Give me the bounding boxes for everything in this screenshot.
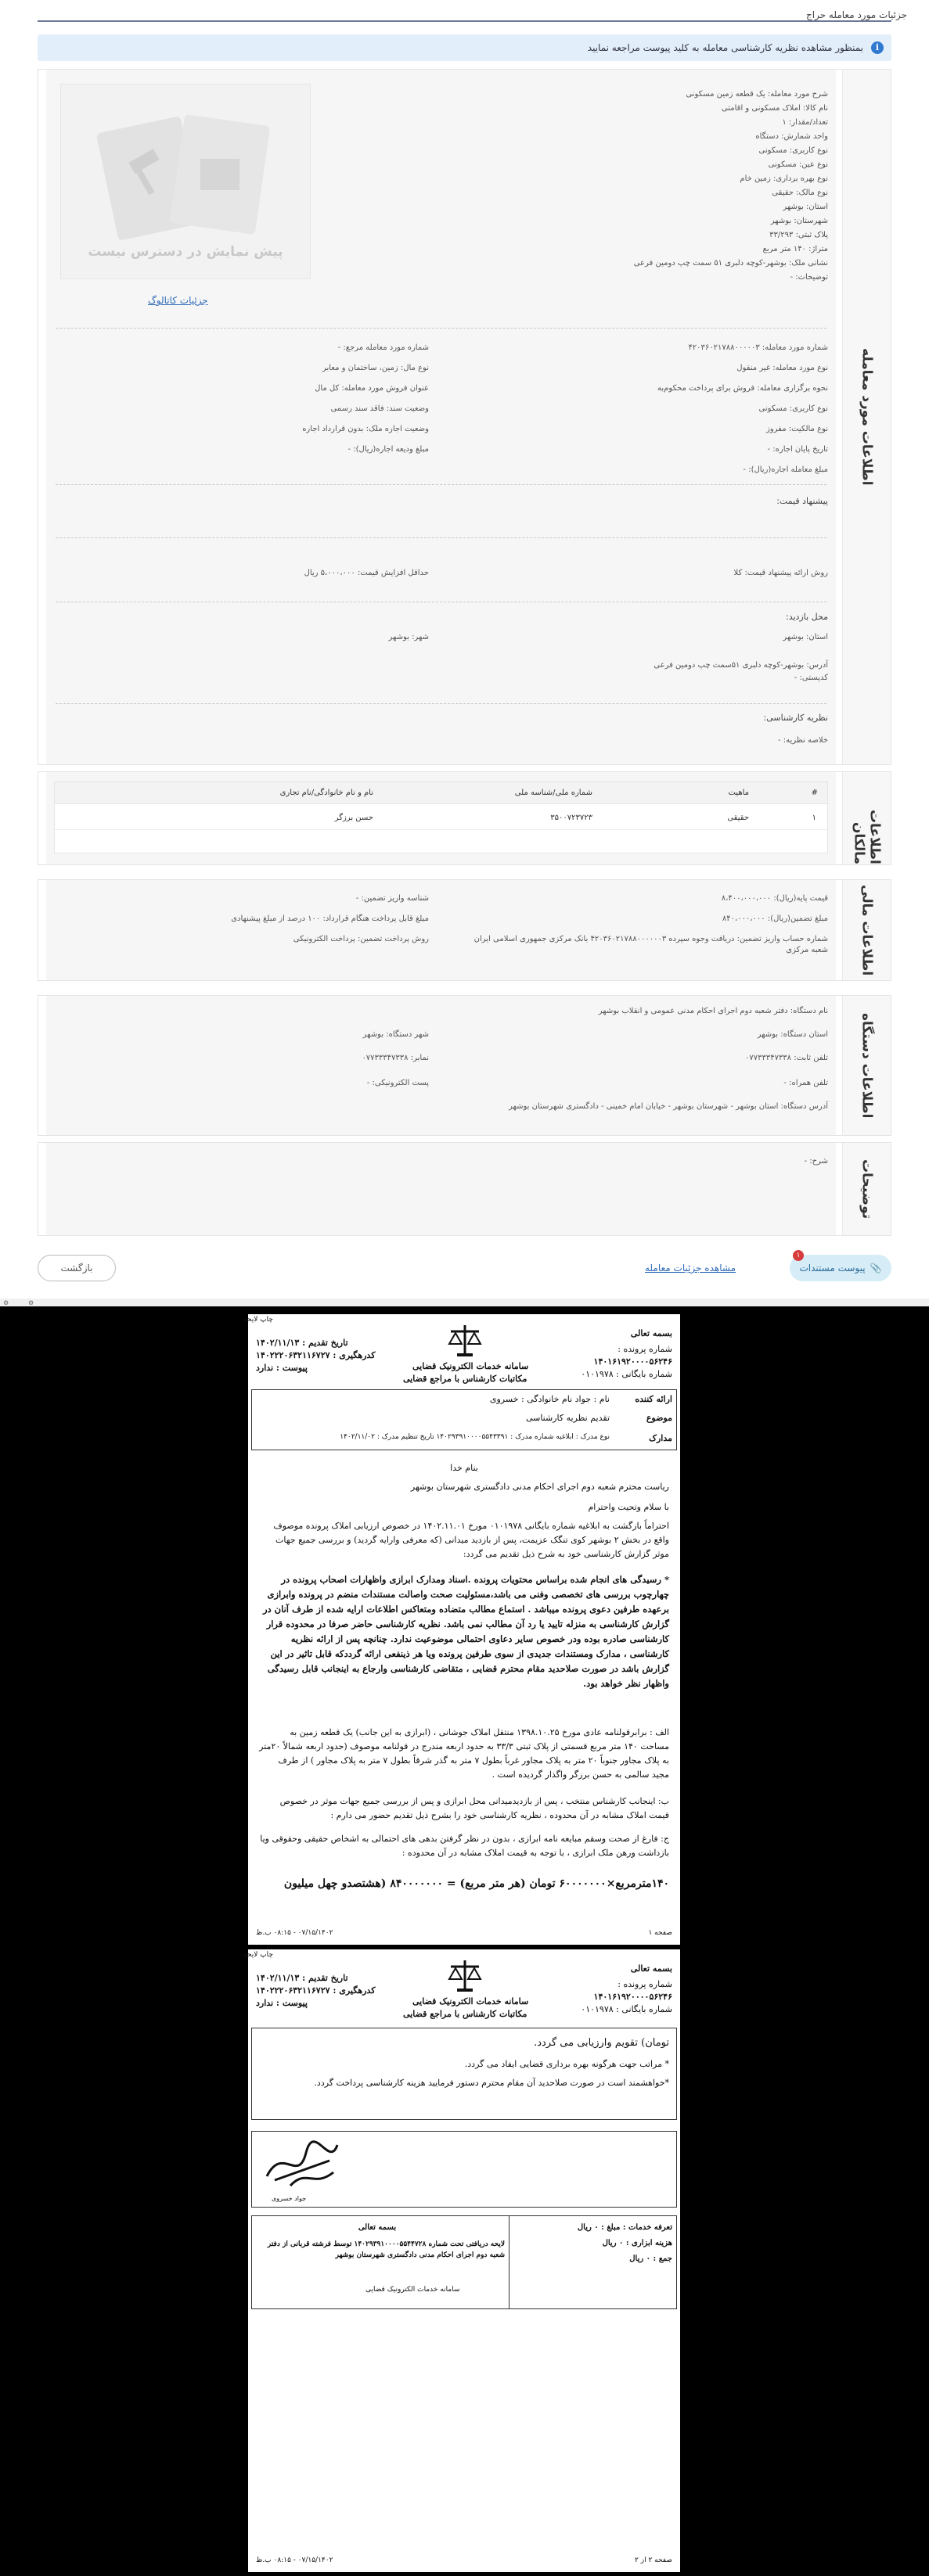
visit-field: کدپستی: - bbox=[794, 674, 828, 682]
scan-org-2: مکاتبات کارشناس با مراجع قضایی bbox=[403, 2009, 528, 2019]
owners-cell-name: حسن برزگر bbox=[334, 814, 373, 822]
unit-field: نمابر: ۰۷۷۳۳۳۴۷۳۳۸ bbox=[362, 1054, 429, 1062]
scan-page-2 bbox=[243, 1949, 680, 2572]
detail-field: شماره مورد معامله مرجع: - bbox=[337, 343, 429, 352]
attach-documents-label: پیوست مستندات bbox=[799, 1263, 866, 1274]
image-placeholder bbox=[60, 84, 311, 279]
catalog-details-link[interactable]: جزئیات کاتالوگ bbox=[148, 295, 208, 306]
section-financial-label: اطلاعات مالی bbox=[842, 880, 891, 980]
unit-field: پست الکترونیکی: - bbox=[366, 1079, 429, 1087]
unit-field: استان دستگاه: بوشهر bbox=[757, 1030, 828, 1039]
visit-section-title: محل بازدید: bbox=[786, 612, 828, 622]
divider bbox=[56, 537, 826, 538]
item-field: نوع عین: مسکونی bbox=[768, 160, 828, 169]
scan-attach: پیوست : ندارد bbox=[256, 1363, 308, 1373]
scan-subject-label: موضوع bbox=[646, 1413, 672, 1423]
notice-banner bbox=[38, 34, 891, 61]
item-field: نام کالا: املاک مسکونی و اقامتی bbox=[721, 104, 828, 113]
scan-bismillah: بسمه تعالی bbox=[630, 1328, 672, 1338]
info-icon: i bbox=[871, 41, 884, 54]
item-field: پلاک ثبتی: ۳۳/۲۹۳ bbox=[769, 231, 828, 239]
scan-conclusion-1: تومان) تقویم وارزیابی می گردد. bbox=[534, 2037, 669, 2049]
header-divider bbox=[38, 20, 891, 22]
scan-paragraph-3: الف : برابرقولنامه عادی مورخ ۱۳۹۸.۱۰.۲۵ منتقل املاک جوشانی ، (ابرازی به این جانب) یک قطعه زمین به مساحت ۱۴۰ متر مربع قسمتی از پلاک ثبتی ۳۳/۳ به حدود اربعه مندرج در قولنامه موصوف (حدود اربعه شمالاً ۲۰متر به پلاک مجاور جنوباً ۲۰ متر به پلاک مجاور غرباً بطول ۷ متر به گذر شرقاً بطول ۷ متر به پلاک مجاور ) از طرف مجید سالمی به حسن برزگر واگذار گردیده است . bbox=[259, 1727, 669, 1780]
signature-graphic bbox=[259, 2137, 345, 2192]
detail-field: نوع کاربری: مسکونی bbox=[758, 404, 828, 413]
attach-documents-button[interactable] bbox=[790, 1255, 891, 1281]
owners-cell-id: ۳۵۰۰۷۲۳۷۲۳ bbox=[550, 814, 592, 822]
financial-field: قیمت پایه(ریال): ۸،۴۰۰،۰۰۰،۰۰۰ bbox=[721, 894, 828, 903]
detail-field: نحوه برگزاری معامله: فروش برای پرداخت محکوم‌به bbox=[657, 384, 828, 393]
scan-docs-label: مدارک bbox=[649, 1433, 672, 1443]
scan-page-2-number: صفحه ۲ از ۲ bbox=[635, 2556, 672, 2564]
scan-date: تاریخ تقدیم : ۱۴۰۲/۱۱/۱۳ bbox=[256, 1973, 348, 1983]
owners-table-header bbox=[55, 782, 827, 804]
page-title: جزئیات مورد معامله حراج bbox=[806, 9, 907, 20]
scan-archive: شماره بایگانی : ۰۱۰۱۹۷۸ bbox=[581, 2004, 672, 2014]
financial-field: شعبه مرکزی bbox=[786, 946, 828, 954]
item-field: شرح مورد معامله: یک قطعه زمین مسکونی bbox=[686, 90, 828, 99]
detail-field: مبلغ معامله اجاره(ریال): - bbox=[743, 465, 828, 474]
owners-table bbox=[54, 781, 828, 853]
scan-info-table bbox=[251, 1389, 677, 1450]
item-field: نوع کاربری: مسکونی bbox=[758, 146, 828, 155]
financial-field: مبلغ تضمین(ریال): ۸۴۰،۰۰۰،۰۰۰ bbox=[722, 914, 828, 923]
scan-timestamp-2: ۰۷/۱۵/۱۴۰۲ - ۰۸:۱۵ ب.ظ bbox=[256, 2556, 333, 2564]
scan-case-number: ۱۴۰۱۶۱۹۲۰۰۰۰۵۶۲۴۶ bbox=[593, 1992, 672, 2002]
unit-field: شهر دستگاه: بوشهر bbox=[362, 1030, 429, 1039]
scan-salutation: با سلام وتحیت واحترام bbox=[588, 1502, 669, 1512]
divider bbox=[56, 484, 826, 485]
attachment-count-badge: ۱ bbox=[793, 1250, 804, 1261]
section-owners bbox=[38, 771, 891, 865]
owners-col-index: # bbox=[811, 789, 818, 797]
section-owners-label: اطلاعات مالکان bbox=[842, 772, 891, 864]
print-label: چاپ لایحه bbox=[243, 1951, 273, 1959]
divider bbox=[56, 328, 826, 329]
scan-receipt-title: بسمه تعالی bbox=[358, 2223, 397, 2232]
financial-field: شناسه واریز تضمین: - bbox=[355, 894, 429, 903]
scan-tracking: کدرهگیری : ۱۴۰۲۲۲۰۶۳۲۱۱۶۷۲۷ bbox=[256, 1350, 376, 1360]
scan-greeting: بنام خدا bbox=[450, 1463, 478, 1473]
scan-paragraph-4: ب: اینجانب کارشناس منتخب ، پس از بازدیدمیدانی محل ابرازی و پس از بررسی جمیع جهات موثر در خصوص قیمت املاک مشابه در آن محدوده ، نظریه کارشناسی خود را بشرح ذیل تقدیم حضور می دارم : bbox=[279, 1796, 669, 1820]
price-method: روش ارائه پیشنهاد قیمت: کلا bbox=[733, 569, 828, 577]
owners-cell-type: حقیقی bbox=[727, 814, 749, 822]
item-field: واحد شمارش: دستگاه bbox=[755, 132, 828, 141]
detail-field: شماره مورد معامله: ۴۲۰۳۶۰۲۱۷۸۸۰۰۰۰۰۳ bbox=[688, 343, 828, 352]
price-min-increase: حداقل افزایش قیمت: ۵،۰۰۰،۰۰۰ ریال bbox=[304, 569, 429, 577]
visit-field: آدرس: بوشهر-کوچه دلبری ۵۱سمت چپ دومین فرعی bbox=[654, 661, 828, 670]
unit-field: نام دستگاه: دفتر شعبه دوم اجرای احکام مدنی عمومی و انقلاب بوشهر bbox=[598, 1007, 828, 1015]
detail-field: تاریخ پایان اجاره: - bbox=[767, 445, 828, 454]
back-button[interactable]: بازگشت bbox=[38, 1255, 116, 1281]
detail-field: نوع مورد معامله: غیر منقول bbox=[736, 364, 828, 372]
judiciary-scales-icon bbox=[448, 1320, 482, 1358]
expert-section-title: نظریه کارشناسی: bbox=[763, 713, 828, 723]
item-field: توضیحات: - bbox=[790, 273, 828, 282]
signer-name: جواد خسروی bbox=[272, 2195, 307, 2202]
scan-case-label: شماره پرونده : bbox=[618, 1344, 672, 1354]
scan-org-1: سامانه خدمات الکترونیک قضایی bbox=[412, 1996, 529, 2007]
scan-calculation: ۱۴۰مترمربع×۶۰۰۰۰۰۰۰ تومان (هر متر مربع) = ۸۴۰۰۰۰۰۰۰ (هشتصدو چهل میلیون bbox=[283, 1877, 669, 1890]
scan-addressee: ریاست محترم شعبه دوم اجرای احکام مدنی دادگستری شهرستان بوشهر bbox=[410, 1482, 669, 1492]
scan-attach: پیوست : ندارد bbox=[256, 1998, 308, 2008]
scan-docs-value: نوع مدرک : ابلاغیه شماره مدرک : ۱۴۰۲۹۳۹۱۰۰۰۰۵۵۴۳۳۹۱ تاریخ تنظیم مدرک : ۱۴۰۲/۱۱/۰۲ bbox=[340, 1433, 610, 1441]
owners-col-type: ماهیت bbox=[728, 789, 749, 797]
image-placeholder-text: پیش نمایش در دسترس نیست bbox=[88, 244, 283, 260]
scan-conclusion-3: *خواهشمند است در صورت صلاحدید آن مقام محترم دستور فرمایید هزینه کارشناسی پرداخت گردد. bbox=[314, 2078, 669, 2088]
item-field: نوع مالک: حقیقی bbox=[772, 189, 828, 197]
owners-col-id: شماره ملی/شناسه ملی bbox=[514, 789, 592, 797]
detail-field: وضعیت سند: فاقد سند رسمی bbox=[330, 404, 429, 413]
detail-field: نوع مالکیت: مفروز bbox=[765, 425, 828, 433]
detail-field: مبلغ ودیعه اجاره(ریال): - bbox=[347, 445, 429, 454]
section-unit-label: اطلاعات دستگاه bbox=[842, 996, 891, 1135]
desc-body bbox=[46, 1143, 836, 1235]
section-description bbox=[38, 1142, 891, 1236]
price-section-title: پیشنهاد قیمت: bbox=[776, 496, 828, 506]
scan-receipt-text: لایحه دریافتی تحت شماره ۱۴۰۲۹۳۹۱۰۰۰۰۵۵۴۴۷۲۸ توسط فرشته قربانی از دفتر شعبه دوم اجرای احکام مدنی دادگستری شهرستان بوشهر bbox=[267, 2240, 505, 2259]
scan-conclusion-2: * مراتب جهت هرگونه بهره برداری قضایی ایفاد می گردد. bbox=[464, 2059, 669, 2069]
scan-date: تاریخ تقدیم : ۱۴۰۲/۱۱/۱۳ bbox=[256, 1338, 348, 1348]
owners-body bbox=[46, 772, 836, 864]
item-field: متراژ: ۱۴۰ متر مربع bbox=[762, 245, 828, 253]
print-label: چاپ لایحه bbox=[243, 1316, 273, 1324]
table-row-divider bbox=[55, 829, 827, 830]
section-unit bbox=[38, 995, 891, 1136]
notice-text: بمنظور مشاهده نظریه کارشناسی معامله به کلید پیوست مراجعه نمایید bbox=[587, 42, 863, 53]
scan-paragraph-1: احتراماً بازگشت به ابلاغیه شماره بایگانی ۰۱۰۱۹۷۸ مورخ ۱۴۰۲.۱۱.۰۱ در خصوص ارزیابی املاک پرونده موصوف واقع در بخش ۲ بوشهر کوی تنگک عزیمت، پس از بازدید میدانی (که معرفی وارایه گردید) و بررسی جمیع جهات موثر گزارش کارشناسی خود به شرح ذیل تقدیم می گردد: bbox=[273, 1521, 669, 1559]
divider bbox=[56, 703, 826, 704]
scan-submitter-name: نام : جواد نام خانوادگی : خسروی bbox=[489, 1394, 610, 1404]
unit-field: تلفن ثابت: ۰۷۷۳۳۳۴۷۳۳۸ bbox=[744, 1054, 828, 1062]
section-item-label: اطلاعات مورد معامله bbox=[842, 70, 891, 764]
financial-field: مبلغ قابل پرداخت هنگام قرارداد: ۱۰۰ درصد از مبلغ پیشنهادی bbox=[231, 914, 429, 923]
scan-case-number: ۱۴۰۱۶۱۹۲۰۰۰۰۵۶۲۴۶ bbox=[593, 1356, 672, 1367]
desc-text: شرح: - bbox=[804, 1157, 828, 1166]
item-info-body bbox=[46, 70, 836, 764]
owners-col-name: نام و نام خانوادگی/نام تجاری bbox=[279, 789, 373, 797]
document-viewer bbox=[0, 1306, 929, 2576]
financial-body bbox=[46, 880, 836, 980]
scan-subject-value: تقدیم نظریه کارشناسی bbox=[525, 1413, 610, 1423]
scan-org-2: مکاتبات کارشناس با مراجع قضایی bbox=[403, 1374, 528, 1384]
item-field: نشانی ملک: بوشهر-کوچه دلبری ۵۱ سمت چپ دومین فرعی bbox=[633, 259, 828, 268]
unit-field: آدرس دستگاه: استان بوشهر - شهرستان بوشهر - خیابان امام خمینی - دادگستری شهرستان بوشهر bbox=[509, 1102, 828, 1111]
scan-paragraph-2: * رسیدگی های انجام شده براساس محتویات پرونده .اسناد ومدارک ابرازی واظهارات اصحاب پرونده در چهارچوب بررسی های تخصصی وفنی می باشد،مسئولیت صحت واصالت مستندات منضم در پرونده وابرازی برعهده طرفین دعوی پرونده میباشد . استماع مطالب متضاده ومتعاکس اطلاعات ارایه شده از طرف آنان در گزارش کارشناسی به منزله تایید یا رد آن مطالب نمی باشد. نظریه کارشناسی حاضر صرفا در محدوده قرار کارشناسی صادره بوده ودر خصوص سایر دعاوی احتمالی موضوعیت ندارد. چنانچه پس از ارائه نظریه کارشناسی ، مدارک ومستندات جدیدی از سوی طرفین پرونده ویا هر ذینفعی ارائه گرددکه قابل تاثیر در این گزارش باشد در صورت صلاحدید مقام محترم قضایی ، متقاضی کارشناسی وارجاع به اینجانب قابل رسیدگی واظهار نظر خواهد بود. bbox=[262, 1574, 669, 1689]
scan-page-1-number: صفحه ۱ bbox=[648, 1929, 672, 1937]
scan-fee-post: هزینه ابزاری : ۰ ریال bbox=[602, 2239, 672, 2247]
item-field: نوع بهره برداری: زمین خام bbox=[740, 174, 828, 183]
expert-summary: خلاصه نظریه: - bbox=[778, 736, 828, 745]
scan-submitter-label: ارائه کننده bbox=[635, 1394, 672, 1404]
scan-fee-total: جمع : ۰ ریال bbox=[629, 2254, 672, 2263]
scan-bismillah: بسمه تعالی bbox=[630, 1963, 672, 1974]
unit-body bbox=[46, 996, 836, 1135]
scan-receipt-org: سامانه خدمات الکترونیک قضایی bbox=[365, 2286, 460, 2294]
scan-paragraph-5: ج: فارغ از صحت وسقم مبایعه نامه ابرازی ، بدون در نظر گرفتن بدهی های احتمالی به اشخاص حقیقی وحقوقی ویا بازداشت ورهن ملک ابرازی ، با توجه به قیمت املاک مشابه در آن محدوده : bbox=[260, 1834, 669, 1858]
section-desc-label: توضیحات bbox=[842, 1143, 891, 1235]
financial-field: شماره حساب واریز تضمین: دریافت وجوه سپرده ۴۲۰۳۶۰۲۱۷۸۸۰۰۰۰۰۰۳ بانک مرکزی جمهوری اسلامی ایران bbox=[474, 935, 828, 943]
unit-field: تلفن همراه: - bbox=[783, 1079, 828, 1087]
detail-field: عنوان فروش مورد معامله: کل مال bbox=[315, 384, 429, 393]
section-item-info bbox=[38, 69, 891, 765]
visit-field: استان: بوشهر bbox=[783, 633, 828, 641]
viewer-icon[interactable]: ⚙ bbox=[28, 1299, 34, 1306]
detail-field: نوع مال: زمین، ساختمان و معابر bbox=[322, 364, 429, 372]
financial-field: روش پرداخت تضمین: پرداخت الکترونیکی bbox=[293, 935, 429, 943]
scan-case-label: شماره پرونده : bbox=[618, 1979, 672, 1989]
scan-archive: شماره بایگانی : ۰۱۰۱۹۷۸ bbox=[581, 1369, 672, 1379]
item-field: استان: بوشهر bbox=[783, 203, 828, 211]
viewer-icon[interactable]: ⚙ bbox=[3, 1299, 9, 1306]
scan-page-1 bbox=[243, 1314, 680, 1945]
scan-timestamp-1: ۰۷/۱۵/۱۴۰۲ - ۰۸:۱۵ ب.ظ bbox=[256, 1929, 333, 1937]
visit-field: شهر: بوشهر bbox=[388, 633, 429, 641]
scan-tracking: کدرهگیری : ۱۴۰۲۲۲۰۶۳۲۱۱۶۷۲۷ bbox=[256, 1985, 376, 1996]
item-field: تعداد/مقدار: ۱ bbox=[782, 118, 828, 127]
paperclip-icon: 📎 bbox=[870, 1263, 882, 1274]
scan-fee-title: تعرفه خدمات : مبلغ : ۰ ریال bbox=[577, 2223, 672, 2232]
detail-field: وضعیت اجاره ملک: بدون قرارداد اجاره bbox=[302, 425, 429, 433]
owners-cell-index: ۱ bbox=[812, 814, 816, 822]
item-field: شهرستان: بوشهر bbox=[770, 217, 828, 225]
judiciary-scales-icon bbox=[448, 1956, 482, 1993]
scan-org-1: سامانه خدمات الکترونیک قضایی bbox=[412, 1361, 529, 1371]
transaction-details-link[interactable]: مشاهده جزئیات معامله bbox=[645, 1263, 736, 1274]
section-financial bbox=[38, 879, 891, 981]
